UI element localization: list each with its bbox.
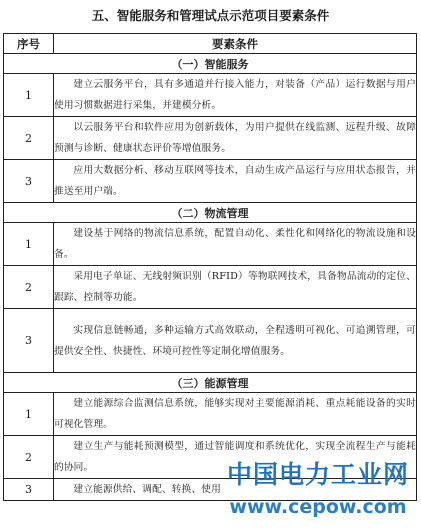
watermark-url: www.cepow.com: [229, 496, 407, 518]
row-condition-text: 建立能源供给、调配、转换、使用: [54, 479, 417, 501]
row-condition-text: 实现信息链畅通，多种运输方式高效联动，全程透明可视化、可追溯管理，可提供安全性、快捷性、环境可控性等定制化增值服务。: [54, 309, 417, 373]
section-heading-row: [4, 203, 417, 223]
watermark-site-name: 中国电力工业网: [226, 460, 409, 489]
table-row: [4, 309, 417, 373]
row-number: 1: [4, 74, 54, 117]
row-condition-text: 建立云服务平台，具有多通道并行接入能力，对装备（产品）运行数据与用户使用习惯数据进行采集，并建模分析。: [54, 74, 417, 117]
row-condition-text: 以云服务平台和软件应用为创新载体，为用户提供在线监测、远程升级、故障预测与诊断、健康状态评价等增值服务。: [54, 117, 417, 160]
section-heading-smart-service: （一）智能服务: [4, 54, 417, 74]
row-number: 2: [4, 266, 54, 309]
table-row: [4, 266, 417, 309]
row-condition-text: 建设基于网络的物流信息系统，配置自动化、柔性化和网络化的物流设施和设备。: [54, 223, 417, 266]
table-row: [4, 436, 417, 479]
row-number: 3: [4, 479, 54, 501]
requirements-table: [3, 33, 417, 501]
header-serial-number: 序号: [4, 34, 54, 54]
row-number: 1: [4, 393, 54, 436]
header-conditions: 要素条件: [54, 34, 417, 54]
table-row: [4, 223, 417, 266]
section-heading-row: [4, 54, 417, 74]
table-row: [4, 479, 417, 501]
section-heading-row: [4, 373, 417, 393]
row-condition-text: 采用电子单证、无线射频识别（RFID）等物联网技术，具备物品流动的定位、跟踪、控制等功能。: [54, 266, 417, 309]
row-condition-text: 建立生产与能耗预测模型，通过智能调度和系统优化，实现全流程生产与能耗的协同。: [54, 436, 417, 479]
row-number: 2: [4, 117, 54, 160]
row-condition-text: 建立能源综合监测信息系统，能够实现对主要能源消耗、重点耗能设备的实时可视化管理。: [54, 393, 417, 436]
table-row: [4, 74, 417, 117]
table-header-row: [4, 34, 417, 54]
row-number: 2: [4, 436, 54, 479]
section-heading-logistics: （二）物流管理: [4, 203, 417, 223]
section-heading-energy: （三）能源管理: [4, 373, 417, 393]
table-row: [4, 393, 417, 436]
row-number: 1: [4, 223, 54, 266]
row-number: 3: [4, 309, 54, 373]
page-title: 五、智能服务和管理试点示范项目要素条件: [91, 8, 330, 23]
row-number: 3: [4, 160, 54, 203]
row-condition-text: 应用大数据分析、移动互联网等技术，自动生成产品运行与应用状态报告，并推送至用户端。: [54, 160, 417, 203]
table-row: [4, 117, 417, 160]
table-row: [4, 160, 417, 203]
